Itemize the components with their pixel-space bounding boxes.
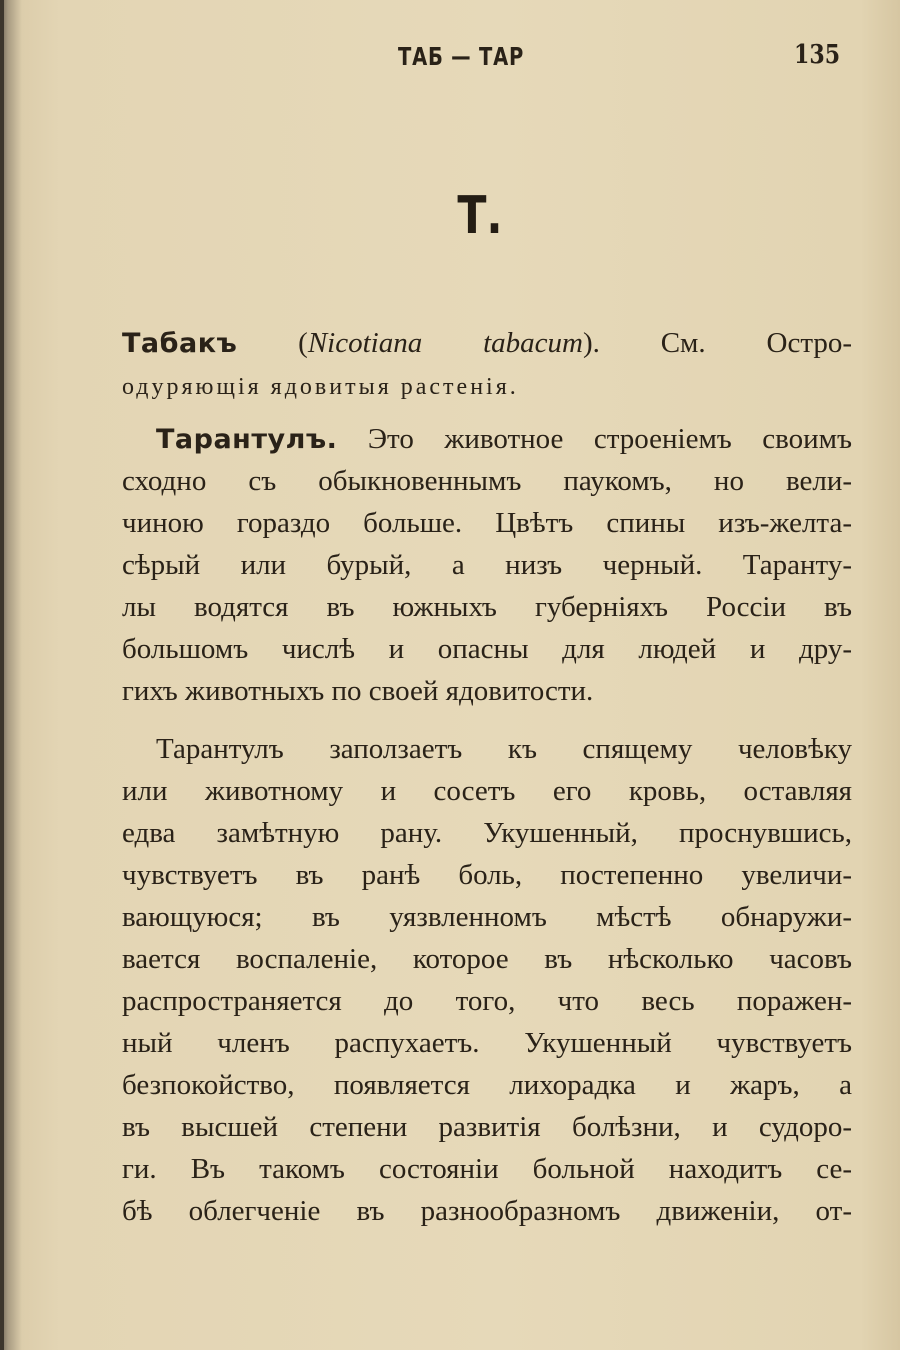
text-line: чувствуетъ въ ранѣ боль, постепенно увеличи-: [122, 859, 852, 891]
text-line: чиною гораздо больше. Цвѣтъ спины изъ-желта-: [122, 507, 852, 539]
book-spine-edge: [0, 0, 4, 1350]
text-line: вается воспаленіе, которое въ нѣсколько часовъ: [122, 943, 852, 975]
text-line: сѣрый или бурый, а низъ черный. Таранту-: [122, 549, 852, 581]
text-line: сходно съ обыкновеннымъ паукомъ, но вели-: [122, 465, 852, 497]
cross-reference: См. Остро-: [660, 327, 853, 359]
page-number: 135: [794, 40, 841, 70]
text-line: безпокойство, появляется лихорадка и жаръ, а: [122, 1069, 852, 1101]
text-line: Тарантулъ заползаетъ къ спящему человѣку: [156, 733, 852, 765]
text-line: едва замѣтную рану. Укушенный, проснувшись,: [122, 817, 852, 849]
text-line: большомъ числѣ и опасны для людей и дру-: [122, 633, 852, 665]
headword: Тарантулъ.: [156, 424, 338, 455]
latin-name: Nicotiana tabacum: [307, 327, 583, 359]
latin-paren-close: ).: [582, 327, 600, 359]
text-line: распространяется до того, что весь поражен-: [122, 985, 852, 1017]
text-line: бѣ облегченіе въ разнообразномъ движеніи, от-: [122, 1195, 852, 1227]
section-letter: Т.: [457, 186, 503, 246]
running-head: ТАБ — ТАР: [398, 42, 525, 71]
headword: Табакъ: [122, 328, 238, 359]
text-line: ный членъ распухаетъ. Укушенный чувствуетъ: [122, 1027, 852, 1059]
text-line: [122, 364, 852, 406]
text-line: лы водятся въ южныхъ губерніяхъ Россіи въ: [122, 591, 852, 623]
text-line: или животному и сосетъ его кровь, оставляя: [122, 775, 852, 807]
entry-text: Это животное строеніемъ своимъ: [367, 423, 852, 455]
entry-tarantul: [122, 418, 852, 712]
text-line: вающуюся; въ уязвленномъ мѣстѣ обнаружи-: [122, 901, 852, 933]
entry-tabak: [122, 322, 852, 406]
paragraph-bite: [122, 728, 852, 1232]
text-line: въ высшей степени развитія болѣзни, и судоро-: [122, 1111, 852, 1143]
text-line: [122, 418, 852, 460]
text-line: гихъ животныхъ по своей ядовитости.: [122, 675, 594, 707]
latin-paren-open: (: [298, 327, 308, 359]
dictionary-text: [122, 322, 852, 1232]
cross-reference-continued: одуряющія ядовитыя растенія.: [122, 374, 519, 400]
text-line: [122, 322, 852, 364]
text-line: ги. Въ такомъ состояніи больной находитъ се-: [122, 1153, 852, 1185]
page-header: [0, 40, 900, 80]
